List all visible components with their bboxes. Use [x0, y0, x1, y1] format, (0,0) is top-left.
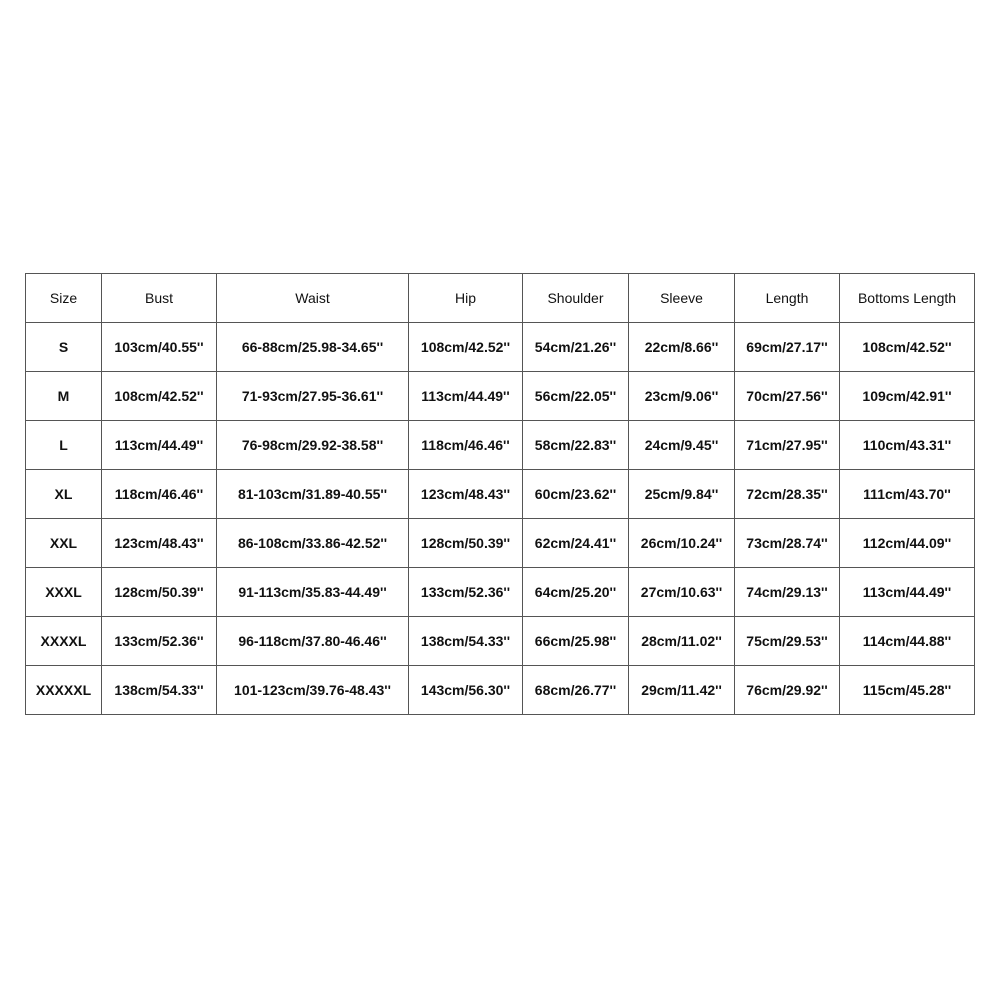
cell-bust: 108cm/42.52'' — [102, 372, 217, 421]
cell-bust: 113cm/44.49'' — [102, 421, 217, 470]
cell-length: 74cm/29.13'' — [735, 568, 840, 617]
cell-size: XXXXL — [26, 617, 102, 666]
header-shoulder: Shoulder — [523, 274, 629, 323]
header-size: Size — [26, 274, 102, 323]
table-row — [26, 372, 975, 421]
cell-shoulder: 60cm/23.62'' — [523, 470, 629, 519]
cell-bottoms-length: 111cm/43.70'' — [840, 470, 975, 519]
cell-bust: 118cm/46.46'' — [102, 470, 217, 519]
cell-length: 76cm/29.92'' — [735, 666, 840, 715]
cell-hip: 143cm/56.30'' — [409, 666, 523, 715]
cell-sleeve: 23cm/9.06'' — [629, 372, 735, 421]
cell-length: 73cm/28.74'' — [735, 519, 840, 568]
cell-hip: 138cm/54.33'' — [409, 617, 523, 666]
cell-shoulder: 56cm/22.05'' — [523, 372, 629, 421]
cell-hip: 133cm/52.36'' — [409, 568, 523, 617]
table-row — [26, 617, 975, 666]
cell-shoulder: 58cm/22.83'' — [523, 421, 629, 470]
cell-shoulder: 66cm/25.98'' — [523, 617, 629, 666]
cell-waist: 96-118cm/37.80-46.46'' — [217, 617, 409, 666]
cell-bottoms-length: 115cm/45.28'' — [840, 666, 975, 715]
cell-bust: 123cm/48.43'' — [102, 519, 217, 568]
cell-waist: 86-108cm/33.86-42.52'' — [217, 519, 409, 568]
cell-shoulder: 54cm/21.26'' — [523, 323, 629, 372]
cell-hip: 113cm/44.49'' — [409, 372, 523, 421]
table-row — [26, 519, 975, 568]
cell-shoulder: 64cm/25.20'' — [523, 568, 629, 617]
table-row — [26, 666, 975, 715]
size-chart-table — [25, 273, 975, 715]
cell-length: 69cm/27.17'' — [735, 323, 840, 372]
cell-waist: 71-93cm/27.95-36.61'' — [217, 372, 409, 421]
cell-sleeve: 22cm/8.66'' — [629, 323, 735, 372]
cell-shoulder: 68cm/26.77'' — [523, 666, 629, 715]
cell-size: XL — [26, 470, 102, 519]
cell-sleeve: 24cm/9.45'' — [629, 421, 735, 470]
cell-hip: 128cm/50.39'' — [409, 519, 523, 568]
cell-length: 70cm/27.56'' — [735, 372, 840, 421]
table-row — [26, 323, 975, 372]
cell-size: S — [26, 323, 102, 372]
cell-size: XXXXXL — [26, 666, 102, 715]
cell-sleeve: 28cm/11.02'' — [629, 617, 735, 666]
cell-sleeve: 27cm/10.63'' — [629, 568, 735, 617]
header-bust: Bust — [102, 274, 217, 323]
header-row — [26, 274, 975, 323]
cell-size: XXXL — [26, 568, 102, 617]
cell-waist: 76-98cm/29.92-38.58'' — [217, 421, 409, 470]
header-waist: Waist — [217, 274, 409, 323]
table-body — [26, 323, 975, 715]
cell-hip: 108cm/42.52'' — [409, 323, 523, 372]
cell-waist: 101-123cm/39.76-48.43'' — [217, 666, 409, 715]
cell-bottoms-length: 110cm/43.31'' — [840, 421, 975, 470]
cell-bottoms-length: 114cm/44.88'' — [840, 617, 975, 666]
cell-size: XXL — [26, 519, 102, 568]
cell-size: L — [26, 421, 102, 470]
header-hip: Hip — [409, 274, 523, 323]
cell-sleeve: 26cm/10.24'' — [629, 519, 735, 568]
cell-bust: 103cm/40.55'' — [102, 323, 217, 372]
cell-bust: 128cm/50.39'' — [102, 568, 217, 617]
header-length: Length — [735, 274, 840, 323]
cell-sleeve: 25cm/9.84'' — [629, 470, 735, 519]
cell-waist: 66-88cm/25.98-34.65'' — [217, 323, 409, 372]
header-bottoms-length: Bottoms Length — [840, 274, 975, 323]
cell-waist: 81-103cm/31.89-40.55'' — [217, 470, 409, 519]
cell-hip: 123cm/48.43'' — [409, 470, 523, 519]
cell-length: 71cm/27.95'' — [735, 421, 840, 470]
cell-size: M — [26, 372, 102, 421]
cell-bust: 138cm/54.33'' — [102, 666, 217, 715]
cell-bust: 133cm/52.36'' — [102, 617, 217, 666]
cell-shoulder: 62cm/24.41'' — [523, 519, 629, 568]
table-header — [26, 274, 975, 323]
cell-hip: 118cm/46.46'' — [409, 421, 523, 470]
cell-waist: 91-113cm/35.83-44.49'' — [217, 568, 409, 617]
cell-sleeve: 29cm/11.42'' — [629, 666, 735, 715]
table-row — [26, 470, 975, 519]
cell-bottoms-length: 112cm/44.09'' — [840, 519, 975, 568]
table-row — [26, 421, 975, 470]
header-sleeve: Sleeve — [629, 274, 735, 323]
cell-length: 72cm/28.35'' — [735, 470, 840, 519]
cell-bottoms-length: 113cm/44.49'' — [840, 568, 975, 617]
cell-bottoms-length: 109cm/42.91'' — [840, 372, 975, 421]
table-row — [26, 568, 975, 617]
cell-bottoms-length: 108cm/42.52'' — [840, 323, 975, 372]
cell-length: 75cm/29.53'' — [735, 617, 840, 666]
